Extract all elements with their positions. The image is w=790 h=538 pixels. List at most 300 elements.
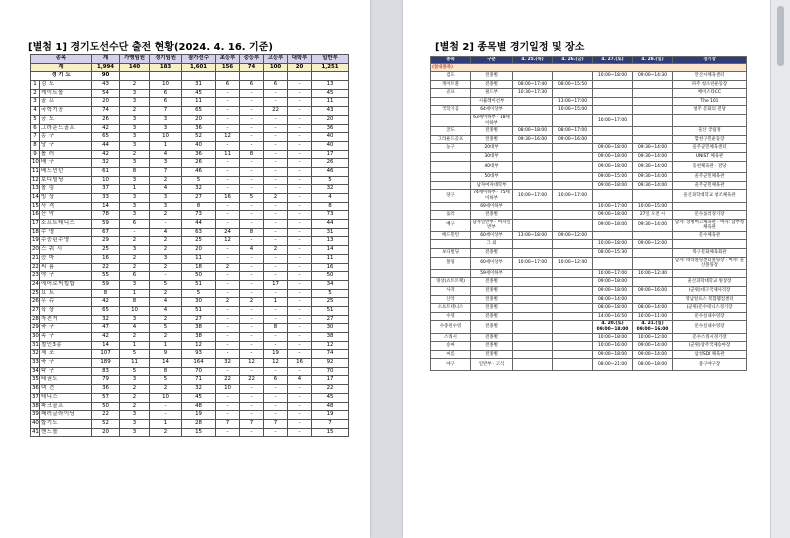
table-cell: 27 xyxy=(182,194,216,203)
table-cell: 3 xyxy=(120,194,150,203)
table-row xyxy=(31,419,349,428)
event-name xyxy=(431,97,471,106)
schedule-time xyxy=(513,161,553,173)
schedule-time: 08:00~14:00 xyxy=(593,295,633,304)
table-row xyxy=(31,159,349,168)
schedule-time: 10:00~17:00 xyxy=(513,190,553,202)
table-row xyxy=(31,324,349,333)
schedule-time xyxy=(513,359,553,371)
table-cell: 31 xyxy=(182,81,216,90)
table-cell: 26 xyxy=(31,298,40,307)
table-row xyxy=(31,246,349,255)
table-cell: 37 xyxy=(31,393,40,402)
total-cell: 74 xyxy=(240,63,264,72)
table-cell: 6 xyxy=(31,124,40,133)
table-cell: 21 xyxy=(31,254,40,263)
schedule-row xyxy=(431,202,747,211)
table-cell: 1 xyxy=(150,141,182,150)
sport-name: 파크골프 xyxy=(40,402,92,411)
division: 전종별 xyxy=(471,295,513,304)
sport-name: 씨 름 xyxy=(40,263,92,272)
schedule-time xyxy=(513,240,553,249)
table-cell: 13 xyxy=(312,81,349,90)
schedule-row xyxy=(431,135,747,144)
table-cell: - xyxy=(150,220,182,229)
table-cell: 20 xyxy=(92,98,120,107)
table-cell: - xyxy=(240,124,264,133)
table-cell: 31 xyxy=(31,341,40,350)
table-cell: - xyxy=(240,402,264,411)
schedule-time: 10:00~16:00 xyxy=(593,342,633,351)
venue xyxy=(673,202,747,211)
table-cell: - xyxy=(216,350,240,359)
schedule-time xyxy=(633,106,673,115)
total-cell: 1,994 xyxy=(92,63,120,72)
venue: 울산과학대학교 창조체육관 xyxy=(673,190,747,202)
table-cell: 26 xyxy=(182,159,216,168)
table-cell: 24 xyxy=(216,228,240,237)
table-cell: - xyxy=(216,411,240,420)
table-row xyxy=(31,237,349,246)
schedule-time xyxy=(513,211,553,220)
table-cell: - xyxy=(264,98,288,107)
table-row xyxy=(31,350,349,359)
table-row xyxy=(31,411,349,420)
table-cell: 30 xyxy=(312,324,349,333)
table-cell: - xyxy=(216,202,240,211)
table-cell: - xyxy=(216,246,240,255)
schedule-time xyxy=(553,304,593,313)
division: 전종별 xyxy=(471,287,513,296)
table-cell: 16 xyxy=(92,254,120,263)
table-cell: 3 xyxy=(150,202,182,211)
table-cell: 70 xyxy=(182,367,216,376)
schedule-row xyxy=(431,231,747,240)
table-cell: - xyxy=(288,150,312,159)
table-row xyxy=(31,107,349,116)
table-cell: 79 xyxy=(92,376,120,385)
table-cell: 40 xyxy=(182,141,216,150)
event-name xyxy=(431,161,471,173)
column-header: 4. 25.(목) xyxy=(513,57,553,64)
schedule-time: 09:00~12:00 xyxy=(553,231,593,240)
table-cell: 11 xyxy=(120,359,150,368)
sport-name: 스 쿼 시 xyxy=(40,246,92,255)
table-cell: 40 xyxy=(312,141,349,150)
table-cell: 22 xyxy=(31,263,40,272)
schedule-time: 10:00~15:00 xyxy=(553,106,593,115)
table-cell: - xyxy=(216,280,240,289)
table-cell: 4 xyxy=(150,228,182,237)
schedule-time xyxy=(593,231,633,240)
schedule-time xyxy=(593,127,633,136)
table-cell: - xyxy=(216,341,240,350)
schedule-time: 13:00~18:00 xyxy=(513,231,553,240)
table-cell: 25 xyxy=(312,298,349,307)
table-cell: - xyxy=(240,176,264,185)
event-name: 당구 xyxy=(431,190,471,202)
table-cell: 20 xyxy=(312,115,349,124)
sport-name: 축 구 xyxy=(40,324,92,333)
table-cell: 48 xyxy=(312,402,349,411)
table-row xyxy=(31,402,349,411)
column-header: 경기임원 xyxy=(150,55,182,64)
schedule-time: 09:00~18:00 xyxy=(593,211,633,220)
schedule-row xyxy=(431,89,747,98)
table-cell: 3 xyxy=(120,141,150,150)
table-cell: 65 xyxy=(182,107,216,116)
venue: 문수체육관 xyxy=(673,231,747,240)
table-cell: 20 xyxy=(182,246,216,255)
table-cell: - xyxy=(240,315,264,324)
table-cell: 2 xyxy=(150,428,182,437)
table-cell: 30 xyxy=(182,298,216,307)
schedule-time xyxy=(553,72,593,81)
table-cell: 22 xyxy=(92,263,120,272)
schedule-time xyxy=(513,97,553,106)
division: 전종별 xyxy=(471,342,513,351)
schedule-time xyxy=(513,278,553,287)
table-cell: 42 xyxy=(92,150,120,159)
vertical-scrollbar[interactable] xyxy=(770,0,790,538)
sport-name: 그라운드골프 xyxy=(40,124,92,133)
column-header: 구분 xyxy=(471,57,513,64)
table-cell: - xyxy=(288,367,312,376)
schedule-time: 09:00~16:00 xyxy=(553,135,593,144)
event-name: 골프 xyxy=(431,89,471,98)
table-cell: 17 xyxy=(312,150,349,159)
table-cell: - xyxy=(240,141,264,150)
schedule-time: 08:00~18:00 xyxy=(593,304,633,313)
table-cell: - xyxy=(264,263,288,272)
table-cell: 17 xyxy=(264,280,288,289)
table-cell: 78 xyxy=(92,211,120,220)
table-cell: 34 xyxy=(312,280,349,289)
schedule-row xyxy=(431,173,747,182)
table-cell: 36 xyxy=(31,385,40,394)
table-cell: - xyxy=(240,263,264,272)
table-row xyxy=(31,202,349,211)
table-cell: - xyxy=(240,89,264,98)
table-cell: 2 xyxy=(120,237,150,246)
table-cell: 5 xyxy=(150,324,182,333)
table-cell: 5 xyxy=(182,289,216,298)
total-cell: 156 xyxy=(216,63,240,72)
table-cell: 52 xyxy=(182,133,216,142)
sport-name: 배 구 xyxy=(40,159,92,168)
schedule-time xyxy=(553,202,593,211)
table-cell: 4 xyxy=(120,324,150,333)
division: 50대부 xyxy=(471,173,513,182)
table-cell: 38 xyxy=(182,324,216,333)
table-cell: - xyxy=(240,306,264,315)
scrollbar-thumb[interactable] xyxy=(777,6,784,66)
venue: The 101 xyxy=(673,97,747,106)
table-cell: - xyxy=(240,211,264,220)
schedule-row xyxy=(431,190,747,202)
table-cell: - xyxy=(240,185,264,194)
schedule-time xyxy=(593,190,633,202)
schedule-time xyxy=(513,269,553,278)
venue: (군위)상주국제승마장 xyxy=(673,342,747,351)
table-cell: 65 xyxy=(92,306,120,315)
sport-name: 빙 상 xyxy=(40,194,92,203)
table-cell: 10 xyxy=(120,306,150,315)
table-cell: 59 xyxy=(92,220,120,229)
schedule-time: 09:00~15:00 xyxy=(593,173,633,182)
schedule-time xyxy=(513,249,553,258)
venue: 북구문화체육회관 xyxy=(673,249,747,258)
column-header: 참가선수 xyxy=(182,55,216,64)
table-cell: - xyxy=(240,98,264,107)
table-cell: 32 xyxy=(31,350,40,359)
table-cell: - xyxy=(288,89,312,98)
table-cell: - xyxy=(264,367,288,376)
schedule-time: 09:00~18:00 xyxy=(593,144,633,153)
event-name xyxy=(431,152,471,161)
subheader-label: 경 기 도 xyxy=(31,72,92,81)
table-cell: 3 xyxy=(120,89,150,98)
table-cell: - xyxy=(240,411,264,420)
schedule-time: 09:30~14:00 xyxy=(633,144,673,153)
division: 60세이상부 xyxy=(471,257,513,269)
table-row xyxy=(31,220,349,229)
table-cell: 2 xyxy=(120,385,150,394)
table-cell: - xyxy=(216,272,240,281)
event-name: 국학기공 xyxy=(431,106,471,115)
table1-subheader-row xyxy=(31,72,349,81)
sport-name: 볼 링 xyxy=(40,185,92,194)
schedule-time xyxy=(513,152,553,161)
table-cell: 2 xyxy=(264,194,288,203)
table-cell: 73 xyxy=(182,211,216,220)
table-row xyxy=(31,141,349,150)
schedule-row xyxy=(431,161,747,173)
table-cell: - xyxy=(216,159,240,168)
division: 20대부 xyxy=(471,144,513,153)
table-row xyxy=(31,367,349,376)
table-cell: - xyxy=(216,289,240,298)
schedule-row xyxy=(431,342,747,351)
table-cell: 36 xyxy=(92,385,120,394)
table-cell: 16 xyxy=(31,211,40,220)
sport-name: 롤 러 xyxy=(40,150,92,159)
schedule-time: 08:00~14:00 xyxy=(633,304,673,313)
table-row xyxy=(31,428,349,437)
schedule-time: 08:00~21:00 xyxy=(593,359,633,371)
schedule-time: 09:00~14:30 xyxy=(633,72,673,81)
schedule-table xyxy=(430,56,747,371)
table-cell: 6 xyxy=(264,376,288,385)
table-cell: - xyxy=(288,315,312,324)
schedule-row xyxy=(431,350,747,359)
schedule-time: 09:00~18:00 xyxy=(593,287,633,296)
event-name: 궁도 xyxy=(431,127,471,136)
table-cell: 10 xyxy=(150,133,182,142)
event-name: 스쿼시 xyxy=(431,333,471,342)
schedule-time xyxy=(633,89,673,98)
sport-name: 육 상 xyxy=(40,306,92,315)
table-cell: 26 xyxy=(312,159,349,168)
table-cell: 38 xyxy=(182,333,216,342)
table-cell: 22 xyxy=(92,411,120,420)
schedule-time xyxy=(513,321,553,333)
venue: 안산시체육센터 xyxy=(673,72,747,81)
table-cell: - xyxy=(264,228,288,237)
schedule-time xyxy=(553,269,593,278)
table-cell: 92 xyxy=(312,359,349,368)
table-cell: 41 xyxy=(31,428,40,437)
table-row xyxy=(31,393,349,402)
table-cell: 44 xyxy=(182,220,216,229)
table-cell: 1 xyxy=(120,341,150,350)
table-cell: 10 xyxy=(92,176,120,185)
empty-cell xyxy=(120,72,150,81)
table-cell: 10 xyxy=(216,385,240,394)
table-cell: 50 xyxy=(312,272,349,281)
table-cell: 1 xyxy=(150,341,182,350)
schedule-time: 08:00~15:30 xyxy=(593,249,633,258)
empty-cell xyxy=(288,72,312,81)
table-cell: - xyxy=(216,176,240,185)
table-row xyxy=(31,167,349,176)
venue: 울주군민체육관 xyxy=(673,173,747,182)
table-cell: 20 xyxy=(182,115,216,124)
division: 전종별 xyxy=(471,72,513,81)
table-cell: 30 xyxy=(31,333,40,342)
table-cell: 7 xyxy=(264,419,288,428)
sport-name: 게이트볼 xyxy=(40,89,92,98)
schedule-time xyxy=(513,114,553,126)
table-cell: 2 xyxy=(150,211,182,220)
table-cell: - xyxy=(264,306,288,315)
schedule-time xyxy=(633,231,673,240)
sport-name: 핸드볼 xyxy=(40,428,92,437)
schedule-time xyxy=(633,97,673,106)
sport-name: 소프트테니스 xyxy=(40,220,92,229)
table-cell: 25 xyxy=(92,246,120,255)
table-cell: - xyxy=(216,428,240,437)
table-cell: - xyxy=(240,254,264,263)
table-cell: 17 xyxy=(31,220,40,229)
table-cell: 45 xyxy=(312,393,349,402)
column-header: 종목 xyxy=(31,55,92,64)
sport-name: 우 슈 xyxy=(40,298,92,307)
table-cell: - xyxy=(264,254,288,263)
table-cell: - xyxy=(216,306,240,315)
table1-header-row xyxy=(31,55,349,64)
table-cell: 4 xyxy=(288,376,312,385)
table-cell: 12 xyxy=(216,133,240,142)
schedule-time: 09:00~18:00 xyxy=(593,278,633,287)
table-row xyxy=(31,89,349,98)
table-cell: 35 xyxy=(31,376,40,385)
table-cell: 29 xyxy=(31,324,40,333)
table-cell: - xyxy=(150,272,182,281)
table2-header-row xyxy=(431,57,747,64)
division: 전종별 xyxy=(471,211,513,220)
table-cell: 27 xyxy=(182,315,216,324)
table-cell: 5 xyxy=(150,280,182,289)
table-cell: - xyxy=(288,107,312,116)
table-cell: 3 xyxy=(120,419,150,428)
schedule-time: 09:00~18:00 xyxy=(593,219,633,231)
table-cell: 1 xyxy=(150,419,182,428)
table-cell: 14 xyxy=(92,341,120,350)
table-row xyxy=(31,385,349,394)
table-cell: 3 xyxy=(120,176,150,185)
schedule-time xyxy=(633,80,673,89)
venue: 중구야구장 xyxy=(673,359,747,371)
table-cell: 25 xyxy=(182,237,216,246)
event-name: 씨름 xyxy=(431,350,471,359)
event-name: 승마 xyxy=(431,342,471,351)
event-name: 수영 xyxy=(431,312,471,321)
table-row xyxy=(31,359,349,368)
table-cell: 6 xyxy=(240,81,264,90)
table-row xyxy=(31,81,349,90)
table-cell: 22 xyxy=(216,376,240,385)
schedule-time: 08:00~18:00 xyxy=(633,359,673,371)
table-cell: 73 xyxy=(312,211,349,220)
schedule-time: 10:00~18:00 xyxy=(593,333,633,342)
venue xyxy=(673,269,747,278)
table-cell: 17 xyxy=(312,376,349,385)
table-row xyxy=(31,176,349,185)
schedule-row xyxy=(431,72,747,81)
venue: 남자: 테라볼링센터볼링장 · 여자: 울산볼링장 xyxy=(673,257,747,269)
table-cell: - xyxy=(264,237,288,246)
table-row xyxy=(31,333,349,342)
table-cell: - xyxy=(288,141,312,150)
venue: 울산과학대학교 빙상장 xyxy=(673,278,747,287)
table-cell: 2 xyxy=(120,107,150,116)
division: 전종별 xyxy=(471,350,513,359)
table-cell: - xyxy=(240,167,264,176)
schedule-time: 09:00~18:00 xyxy=(593,161,633,173)
table-row xyxy=(31,306,349,315)
schedule-time xyxy=(633,257,673,269)
table-cell: - xyxy=(288,341,312,350)
table-cell: 42 xyxy=(92,333,120,342)
table-cell: 11 xyxy=(312,98,349,107)
table-cell: - xyxy=(288,419,312,428)
table-cell: 3 xyxy=(150,254,182,263)
table-cell: - xyxy=(216,98,240,107)
table-cell: 32 xyxy=(92,159,120,168)
table-cell: 51 xyxy=(182,280,216,289)
table-cell: 16 xyxy=(216,194,240,203)
table-cell: - xyxy=(264,220,288,229)
table-cell: 3 xyxy=(120,202,150,211)
table-cell: 8 xyxy=(31,141,40,150)
schedule-time xyxy=(553,321,593,333)
venue: 문수스쿼시경기장 xyxy=(673,333,747,342)
table-row xyxy=(31,341,349,350)
venue: 문수실내수영장 xyxy=(673,321,747,333)
table-cell: 7 xyxy=(31,133,40,142)
table-cell: 57 xyxy=(92,393,120,402)
table-cell: 70 xyxy=(312,367,349,376)
table-cell: 3 xyxy=(150,124,182,133)
table-cell: - xyxy=(264,167,288,176)
schedule-row xyxy=(431,219,747,231)
schedule-time xyxy=(553,312,593,321)
event-name xyxy=(431,202,471,211)
table-cell: - xyxy=(216,167,240,176)
total-cell: 20 xyxy=(288,63,312,72)
schedule-time: 10:00~17:00 xyxy=(513,257,553,269)
